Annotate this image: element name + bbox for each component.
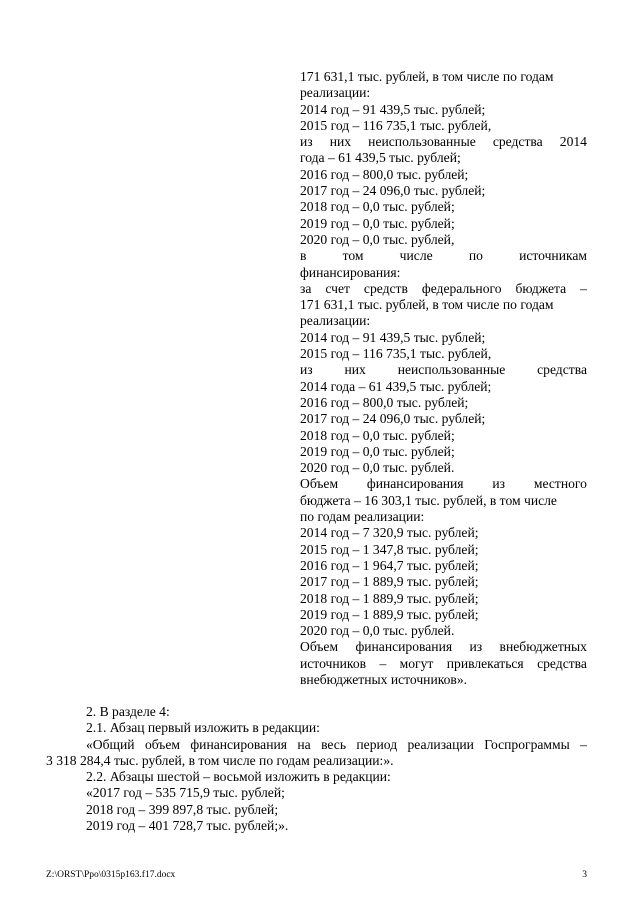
word: финансирования [366, 476, 464, 492]
column-line: 2015 год – 116 735,1 тыс. рублей, [300, 117, 492, 133]
column-line: 2020 год – 0,0 тыс. рублей. [300, 460, 455, 476]
word: них [344, 362, 366, 378]
word: из [469, 639, 483, 655]
word: Объем [300, 639, 339, 655]
column-line [300, 281, 587, 297]
word: «Общий [86, 736, 135, 752]
word: средства [492, 134, 543, 150]
column-line: 171 631,1 тыс. рублей, в том числе по годам [300, 297, 554, 313]
column-line: 2019 год – 0,0 тыс. рублей; [300, 443, 455, 459]
body-line: 2.2. Абзацы шестой – восьмой изложить в редакции: [86, 769, 391, 785]
column-line: 2017 год – 24 096,0 тыс. рублей; [300, 183, 486, 199]
word: из [492, 476, 506, 492]
body-line: 2019 год – 401 728,7 тыс. рублей;». [86, 818, 289, 834]
word: счет [325, 280, 350, 296]
column-line: внебюджетных источников». [300, 671, 468, 687]
column-line: 2018 год – 1 889,9 тыс. рублей; [300, 590, 479, 606]
word: реализации [407, 736, 474, 752]
body-line: «2017 год – 535 715,9 тыс. рублей; [86, 785, 285, 801]
word: в [300, 248, 307, 264]
file-path: Z:\ORST\Ppo\0315p163.f17.docx [46, 870, 176, 880]
column-line: года – 61 439,5 тыс. рублей; [300, 150, 461, 166]
column-line: реализации: [300, 313, 371, 329]
word: неиспользованные [368, 134, 476, 150]
word: привлекаться [446, 655, 524, 671]
column-line: 2016 год – 800,0 тыс. рублей; [300, 166, 469, 182]
column-line: 2019 год – 0,0 тыс. рублей; [300, 215, 455, 231]
column-line [300, 476, 587, 492]
section-amendments [46, 704, 587, 834]
word: по [468, 248, 483, 264]
word: весь [321, 736, 347, 752]
word: неиспользованные [397, 362, 506, 378]
column-line: 2016 год – 800,0 тыс. рублей; [300, 394, 469, 410]
column-line: бюджета – 16 303,1 тыс. рублей, в том числе [300, 492, 557, 508]
word: – [379, 655, 387, 671]
word: из [300, 362, 313, 378]
column-line: 2019 год – 1 889,9 тыс. рублей; [300, 606, 479, 622]
column-line [300, 248, 587, 264]
word: Госпрограммы [484, 736, 570, 752]
column-line: 2014 год – 91 439,5 тыс. рублей; [300, 101, 486, 117]
column-line [300, 639, 587, 655]
column-line [300, 656, 587, 672]
word: период [356, 736, 398, 752]
column-line: 2018 год – 0,0 тыс. рублей; [300, 199, 455, 215]
page-number: 3 [582, 870, 587, 880]
body-line: 2. В разделе 4: [86, 704, 170, 719]
word: средства [537, 655, 587, 671]
column-line: 171 631,1 тыс. рублей, в том числе по годам [300, 69, 554, 84]
budget-column [300, 69, 587, 688]
word: финансирования [355, 639, 453, 655]
column-line: 2017 год – 1 889,9 тыс. рублей; [300, 574, 479, 590]
word: – [580, 736, 587, 752]
word: источникам [519, 248, 587, 264]
word: из [300, 134, 313, 150]
column-line [300, 134, 587, 150]
word: финансирования [190, 736, 288, 752]
column-line [300, 362, 587, 378]
column-line: 2015 год – 1 347,8 тыс. рублей; [300, 541, 479, 557]
column-line: 2018 год – 0,0 тыс. рублей; [300, 427, 455, 443]
column-line: по годам реализации: [300, 509, 425, 525]
column-line: 2020 год – 0,0 тыс. рублей, [300, 231, 455, 247]
word: за [300, 280, 312, 296]
word: – [580, 280, 587, 296]
column-line: 2014 года – 61 439,5 тыс. рублей; [300, 378, 492, 394]
word: бюджета [515, 280, 567, 296]
column-line: реализации: [300, 85, 371, 101]
body-line: 2018 год – 399 897,8 тыс. рублей; [86, 801, 279, 817]
word: 2014 [559, 134, 587, 150]
column-line: 2014 год – 7 320,9 тыс. рублей; [300, 525, 479, 541]
column-line: финансирования: [300, 264, 401, 280]
page-footer [46, 870, 587, 880]
word: могут [399, 655, 434, 671]
word: том [342, 248, 364, 264]
body-line [46, 737, 587, 753]
body-line: 2.1. Абзац первый изложить в редакции: [86, 720, 320, 736]
word: федерального [421, 280, 502, 296]
column-line: 2014 год – 91 439,5 тыс. рублей; [300, 329, 486, 345]
body-line: 3 318 284,4 тыс. рублей, в том числе по годам реализации:». [46, 752, 394, 768]
word: них [329, 134, 352, 150]
word: внебюджетных [499, 639, 587, 655]
word: на [297, 736, 311, 752]
word: средств [363, 280, 408, 296]
word: средства [537, 362, 587, 378]
word: объем [144, 736, 180, 752]
word: местного [533, 476, 587, 492]
word: числе [399, 248, 433, 264]
word: Объем [300, 476, 339, 492]
word: источников [300, 655, 367, 671]
column-line: 2017 год – 24 096,0 тыс. рублей; [300, 411, 486, 427]
column-line: 2015 год – 116 735,1 тыс. рублей, [300, 346, 492, 362]
column-line: 2016 год – 1 964,7 тыс. рублей; [300, 557, 479, 573]
column-line: 2020 год – 0,0 тыс. рублей. [300, 623, 455, 639]
